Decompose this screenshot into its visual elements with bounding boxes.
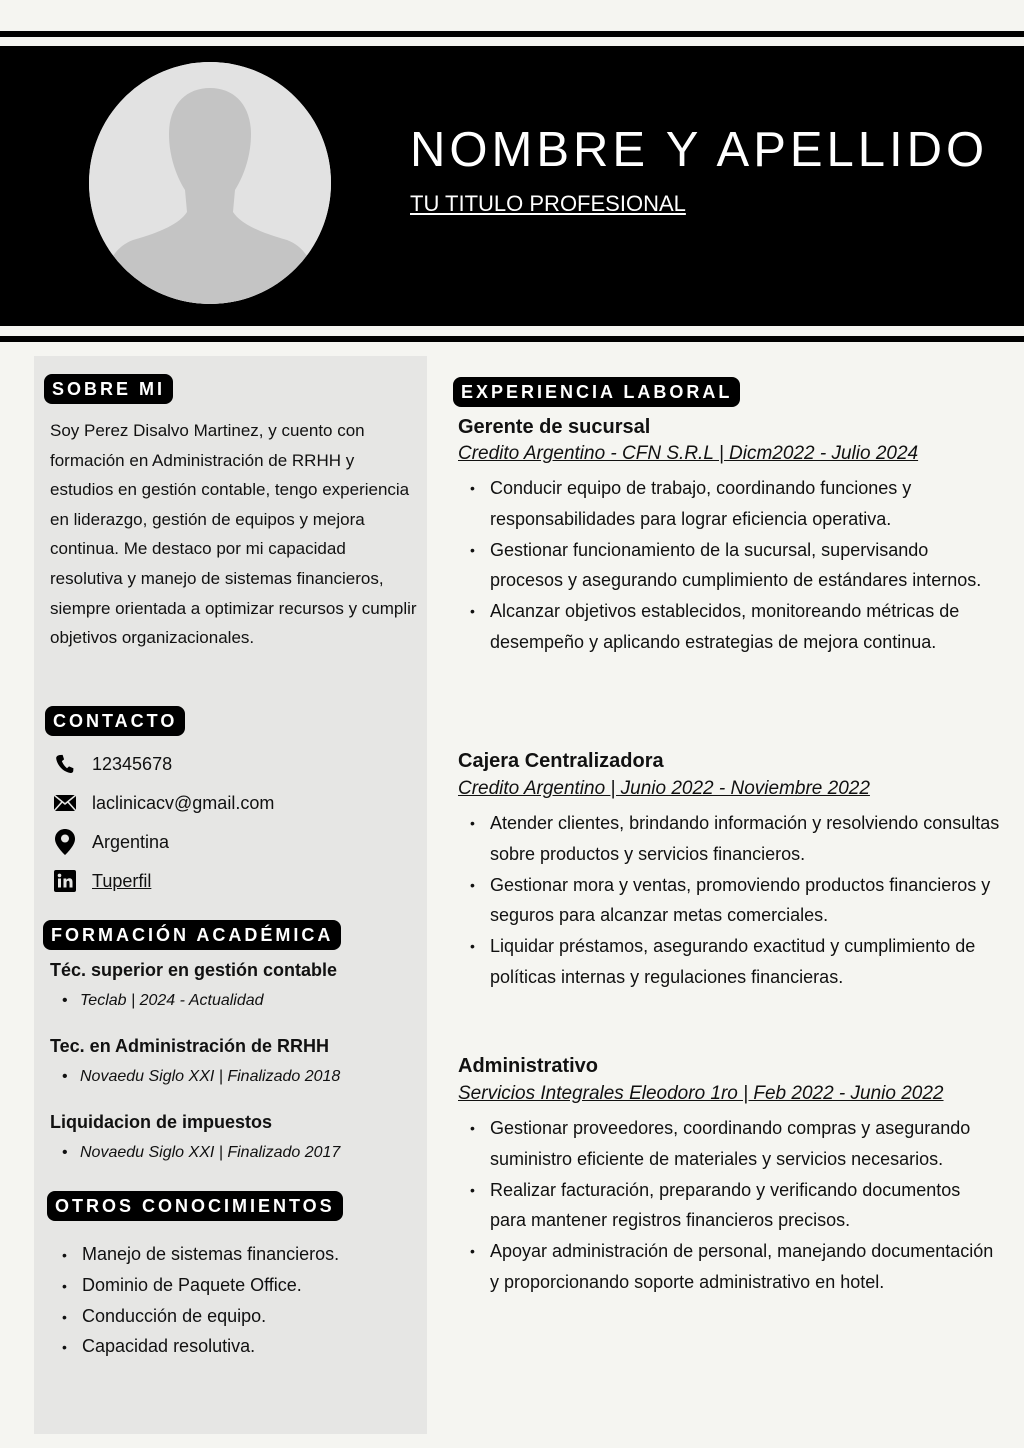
job-task-list [470,473,1000,658]
contact-phone-text: 12345678 [92,753,173,774]
skill-item: • Conducción de equipo. [62,1302,339,1333]
contact-location-text: Argentina [92,831,170,852]
location-pin-icon [52,829,78,855]
job-task: • Realizar facturación, preparando y verificando documentos para mantener registros financieros precisos. [470,1175,1000,1237]
professional-title: TU TITULO PROFESIONAL [410,191,686,216]
job-title: Administrativo [458,1055,599,1077]
skill-item: • Dominio de Paquete Office. [62,1271,339,1302]
skill-item: • Capacidad resolutiva. [62,1332,339,1363]
education-detail: • Novaedu Siglo XXI | Finalizado 2018 [62,1068,341,1085]
education-title: Liquidacion de impuestos [50,1112,273,1132]
job-company-dates: Credito Argentino - CFN S.R.L | Dicm2022 - Julio 2024 [458,443,919,464]
section-heading-contact: CONTACTO [45,706,185,736]
top-stripe [0,31,1024,37]
contact-linkedin [52,867,152,895]
section-heading-skills: OTROS CONOCIMIENTOS [47,1191,343,1221]
contact-linkedin-link[interactable]: Tuperfil [92,870,152,891]
person-silhouette-icon [89,62,331,304]
job-task: • Conducir equipo de trabajo, coordinando funciones y responsabilidades para lograr eficiencia operativa. [470,473,1000,535]
about-text: Soy Perez Disalvo Martinez, y cuento con formación en Administración de RRHH y estudios en gestión contable, tengo experiencia en liderazgo, gestión de equipos y mejora continua. Me destaco por mi capacidad resolutiva y manejo de sistemas financieros, siempre orientada a optimizar recursos y cumplir objetivos organizacionales. [50,421,417,648]
linkedin-icon[interactable] [52,868,78,894]
job-company-dates: Servicios Integrales Eleodoro 1ro | Feb 2022 - Junio 2022 [458,1083,944,1104]
job-task: • Apoyar administración de personal, manejando documentación y proporcionando soporte administrativo en hotel. [470,1236,1000,1298]
contact-phone [52,750,173,778]
job-company-dates: Credito Argentino | Junio 2022 - Noviembre 2022 [458,778,870,799]
job-task-list [470,1113,1000,1298]
contact-email [52,789,275,817]
section-heading-education: FORMACIÓN ACADÉMICA [43,920,341,950]
mail-icon [52,790,78,816]
job-title: Gerente de sucursal [458,416,651,438]
phone-icon [52,751,78,777]
job-task: • Alcanzar objetivos establecidos, monitoreando métricas de desempeño y aplicando estrategias de mejora continua. [470,596,1000,658]
education-title: Téc. superior en gestión contable [50,960,338,980]
job-task: • Liquidar préstamos, asegurando exactitud y cumplimiento de políticas internas y regulaciones financieras. [470,931,1000,993]
education-detail: • Teclab | 2024 - Actualidad [62,992,264,1009]
job-task: • Gestionar mora y ventas, promoviendo productos financieros y seguros para alcanzar metas comerciales. [470,870,1000,932]
skill-item: • Manejo de sistemas financieros. [62,1240,339,1271]
education-detail: • Novaedu Siglo XXI | Finalizado 2017 [62,1144,341,1161]
contact-location [52,828,170,856]
section-heading-experience: EXPERIENCIA LABORAL [453,377,740,407]
profile-photo-placeholder [89,62,331,304]
job-task: • Gestionar funcionamiento de la sucursal, supervisando procesos y asegurando cumplimiento de estándares internos. [470,535,1000,597]
education-title: Tec. en Administración de RRHH [50,1036,330,1056]
contact-email-text[interactable]: laclinicacv@gmail.com [92,792,275,813]
job-title: Cajera Centralizadora [458,750,664,772]
job-task-list [470,808,1000,993]
job-task: • Gestionar proveedores, coordinando compras y asegurando suministro eficiente de materiales y servicios necesarios. [470,1113,1000,1175]
bottom-stripe [0,336,1024,342]
section-heading-about: SOBRE MI [44,374,173,404]
full-name: NOMBRE Y APELLIDO [410,123,989,177]
job-task: • Atender clientes, brindando información y resolviendo consultas sobre productos y servicios financieros. [470,808,1000,870]
skills-list [62,1240,339,1363]
